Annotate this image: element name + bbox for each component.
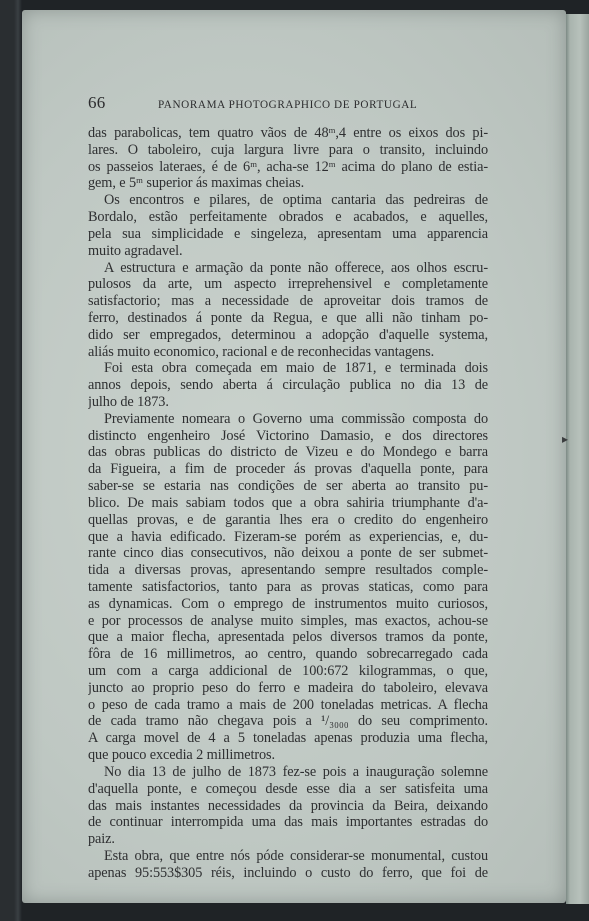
text-line: gem, e 5ᵐ superior ás maximas cheias.	[88, 175, 305, 192]
text-line: de cada tramo não chegava pois a ¹/₃₀₀₀ do seu comprimento.	[88, 713, 488, 730]
text-line: das obras publicas do districto de Vizeu e do Mondego e barra	[88, 444, 488, 461]
text-line: que pouco excedia 2 millimetros.	[88, 747, 275, 764]
text-line: pela sua simplicidade e singeleza, apresentam uma apparencia	[88, 225, 488, 242]
page-number: 66	[88, 93, 106, 112]
text-line: annos depois, sendo aberta á circulação publica no dia 13 de	[88, 377, 488, 394]
text-line: distincto engenheiro José Victorino Damasio, e dos directores	[88, 427, 488, 444]
text-line: aliás muito economico, racional e de reconhecidas vantagens.	[88, 343, 435, 360]
text-line: No dia 13 de julho de 1873 fez-se pois a inauguração solemne	[104, 763, 488, 780]
text-line: de continuar interrompida uma das mais importantes estradas do	[88, 814, 488, 831]
text-line: um com a carga addicional de 100:672 kilogrammas, o que,	[88, 663, 488, 679]
page-header	[88, 93, 488, 115]
text-line: Foi esta obra começada em maio de 1871, e terminada dois	[104, 360, 488, 377]
body-text	[88, 125, 488, 882]
text-line: e por processos de analyse muito simples, mas exactos, achou-se	[88, 612, 488, 629]
text-line: rante cinco dias consecutivos, não deixou a ponte de ser submet-	[88, 545, 488, 562]
text-line: que a havia edificado. Fizeram-se porém as experiencias, e, du-	[88, 528, 488, 545]
text-line: ferro, destinados á ponte da Regua, e que alli não tinham po-	[88, 309, 488, 326]
text-line: das parabolicas, tem quatro vãos de 48ᵐ,4 entre os eixos dos pi-	[88, 125, 488, 141]
text-line: muito agradavel.	[88, 242, 183, 259]
text-line: tida a diversas provas, apresentando sempre resultados comple-	[88, 562, 488, 579]
text-line: das mais instantes necessidades da provincia da Beira, deixando	[88, 797, 488, 814]
text-line: Esta obra, que entre nós póde considerar-se monumental, custou	[104, 847, 488, 864]
text-line: paiz.	[88, 831, 115, 848]
text-line: da Figueira, a fim de proceder ás provas d'aquella ponte, para	[88, 461, 488, 478]
adjacent-page-edge	[566, 14, 589, 904]
text-line: dido ser empregados, determinou a adopção d'aquelle systema,	[88, 326, 488, 343]
text-line: lares. O taboleiro, cuja largura livre para o transito, incluindo	[88, 141, 488, 158]
text-line: juncto ao proprio peso do ferro e madeira do taboleiro, elevava	[88, 679, 488, 696]
text-line: A carga movel de 4 a 5 toneladas apenas produzia uma flecha,	[88, 730, 488, 747]
margin-mark-icon: ▸	[562, 432, 569, 446]
running-title: PANORAMA PHOTOGRAPHICO DE PORTUGAL	[158, 99, 418, 111]
text-line: saber-se se estaria nas condições de ser aberta ao transito pu-	[88, 478, 488, 495]
text-line: blico. De mais sabiam todos que a obra sahiria triumphante d'a-	[88, 494, 488, 511]
text-line: Bordalo, estão perfeitamente obrados e acabados, e aquelles,	[88, 209, 488, 226]
text-line: Previamente nomeara o Governo uma commissão composta do	[104, 410, 488, 427]
text-line: o peso de cada tramo a mais de 200 toneladas metricas. A flecha	[88, 696, 488, 713]
text-line: tamente satisfactorios, tanto para as provas staticas, como para	[88, 578, 488, 595]
text-line: fôra de 16 millimetros, ao centro, quando sobrecarregado cada	[88, 646, 488, 663]
text-line: que a maior flecha, apresentada pelos diversos tramos da ponte,	[88, 629, 488, 646]
text-line: quellas provas, e de garantia lhes era o credito do engenheiro	[88, 511, 488, 528]
text-line: Os encontros e pilares, de optima cantaria das pedreiras de	[104, 192, 488, 209]
text-line: pulosos da arte, um aspecto irreprehensivel e completamente	[88, 276, 488, 293]
text-line: apenas 95:553$305 réis, incluindo o custo do ferro, que foi de	[88, 864, 488, 881]
text-line: A estructura e armação da ponte não offerece, aos olhos escru-	[104, 259, 488, 276]
text-line: as dynamicas. Com o emprego de instrumentos muito curiosos,	[88, 595, 488, 612]
text-line: os passeios lateraes, é de 6ᵐ, acha-se 12ᵐ acima do plano de estia-	[88, 158, 488, 175]
text-line: julho de 1873.	[88, 394, 169, 410]
text-line: satisfactorio; mas a necessidade de aproveitar dois tramos de	[88, 293, 488, 310]
text-line: d'aquella ponte, e começou desde esse dia a ser satisfeita uma	[88, 780, 488, 797]
